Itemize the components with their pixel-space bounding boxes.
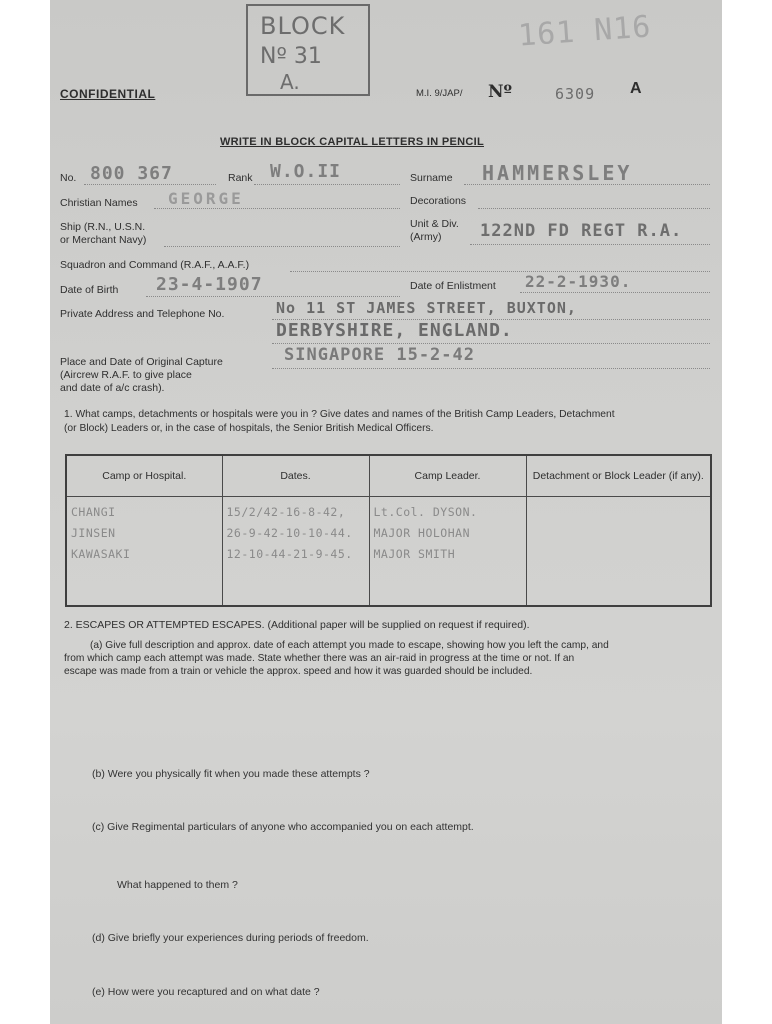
form-sheet [50, 0, 722, 1024]
christian-names-value: GEORGE [168, 189, 244, 208]
christian-names-label: Christian Names [60, 197, 138, 209]
camp-dates: 26-9-42-10-10-44. [226, 526, 353, 540]
surname-value: HAMMERSLEY [482, 161, 633, 185]
question-2e: (e) How were you recaptured and on what date ? [92, 986, 320, 998]
stamp-block: BLOCK [260, 12, 346, 40]
ship-label: Ship (R.N., U.S.N. [60, 221, 146, 233]
service-number-label: No. [60, 172, 77, 184]
question-2c-followup: What happened to them ? [117, 879, 238, 891]
capture-value: SINGAPORE 15-2-42 [284, 345, 475, 365]
camps-table-body [66, 497, 711, 607]
question-2b: (b) Were you physically fit when you made these attempts ? [92, 768, 370, 780]
camps-table [65, 454, 712, 607]
camp-column [66, 497, 222, 607]
dob-line [146, 296, 400, 297]
form-number-label: Nº [488, 82, 513, 102]
camp-leader: MAJOR HOLOHAN [373, 526, 471, 540]
question-1: 1. What camps, detachments or hospitals were you in ? Give dates and names of the British Camp Leaders, Detachment [64, 409, 615, 420]
unit-value: 122ND FD REGT R.A. [480, 221, 683, 241]
question-2-heading: 2. ESCAPES OR ATTEMPTED ESCAPES. (Additional paper will be supplied on request if required). [64, 619, 530, 631]
ship-line [164, 246, 400, 247]
capture-label: Place and Date of Original Capture [60, 356, 223, 368]
camp-dates: 12-10-44-21-9-45. [226, 547, 353, 561]
surname-label: Surname [410, 172, 453, 184]
address-line-1: No 11 ST JAMES STREET, BUXTON, [276, 299, 577, 317]
camp-leader: Lt.Col. DYSON. [373, 505, 478, 519]
unit-label: Unit & Div. [410, 218, 459, 230]
unit-label-sub: (Army) [410, 231, 442, 243]
capture-label-sub1: (Aircrew R.A.F. to give place [60, 369, 192, 381]
header-dates: Dates. [222, 455, 369, 497]
stamp-letter: A. [280, 70, 300, 94]
camp-leader: MAJOR SMITH [373, 547, 456, 561]
mi-reference: M.I. 9/JAP/ [416, 88, 463, 99]
christian-names-line [154, 208, 400, 209]
rank-line [254, 184, 400, 185]
ship-label-sub: or Merchant Navy) [60, 234, 147, 246]
decorations-line [478, 208, 710, 209]
decorations-label: Decorations [410, 195, 467, 207]
header-camp: Camp or Hospital. [66, 455, 222, 497]
header-detachment-leader: Detachment or Block Leader (if any). [526, 455, 711, 497]
address-underline-2 [272, 343, 710, 344]
enlistment-line [520, 292, 710, 293]
header-camp-leader: Camp Leader. [369, 455, 526, 497]
enlistment-value: 22-2-1930. [525, 272, 632, 291]
unit-line [470, 244, 710, 245]
form-number-value: 6309 [555, 85, 596, 103]
capture-line [272, 368, 710, 369]
dob-value: 23-4-1907 [156, 274, 263, 295]
detachment-leader [531, 505, 707, 526]
camps-table-header [66, 455, 711, 497]
form-number-suffix: A [630, 80, 642, 97]
detachment-column [526, 497, 711, 607]
address-label: Private Address and Telephone No. [60, 308, 225, 320]
service-number-line [84, 184, 216, 185]
camp-name: JINSEN [71, 526, 116, 540]
camp-name: CHANGI [71, 505, 116, 519]
enlistment-label: Date of Enlistment [410, 280, 496, 292]
question-1-cont: (or Block) Leaders or, in the case of hospitals, the Senior British Medical Officers. [64, 423, 434, 434]
surname-line [464, 184, 710, 185]
camp-name: KAWASAKI [71, 547, 131, 561]
question-2a-line1: (a) Give full description and approx. date of each attempt you made to escape, showing how you left the camp, and [90, 640, 609, 651]
capture-label-sub2: and date of a/c crash). [60, 382, 165, 394]
detachment-leader [531, 547, 707, 568]
squadron-line [290, 271, 710, 272]
camp-dates: 15/2/42-16-8-42, [226, 505, 346, 519]
question-2a-line3: escape was made from a train or vehicle the approx. speed and how it was guarded should be included. [64, 666, 533, 677]
dob-label: Date of Birth [60, 284, 119, 296]
squadron-label: Squadron and Command (R.A.F., A.A.F.) [60, 259, 250, 271]
address-line-2: DERBYSHIRE, ENGLAND. [276, 320, 513, 341]
confidential-label: CONFIDENTIAL [60, 87, 156, 101]
instruction-heading: WRITE IN BLOCK CAPITAL LETTERS IN PENCIL [220, 136, 484, 148]
rank-value: W.O.II [270, 161, 342, 182]
dates-column [222, 497, 369, 607]
corner-note: 161 N16 [516, 9, 653, 54]
stamp-number: Nº 31 [260, 44, 322, 69]
question-2c: (c) Give Regimental particulars of anyone who accompanied you on each attempt. [92, 821, 474, 833]
detachment-leader [531, 526, 707, 547]
rank-label: Rank [228, 172, 253, 184]
leader-column [369, 497, 526, 607]
block-stamp [246, 4, 370, 96]
question-2d: (d) Give briefly your experiences during periods of freedom. [92, 932, 369, 944]
service-number-value: 800 367 [90, 163, 173, 184]
question-2a-line2: from which camp each attempt was made. State whether there was an air-raid in progress at the time or not. If an [64, 653, 575, 664]
